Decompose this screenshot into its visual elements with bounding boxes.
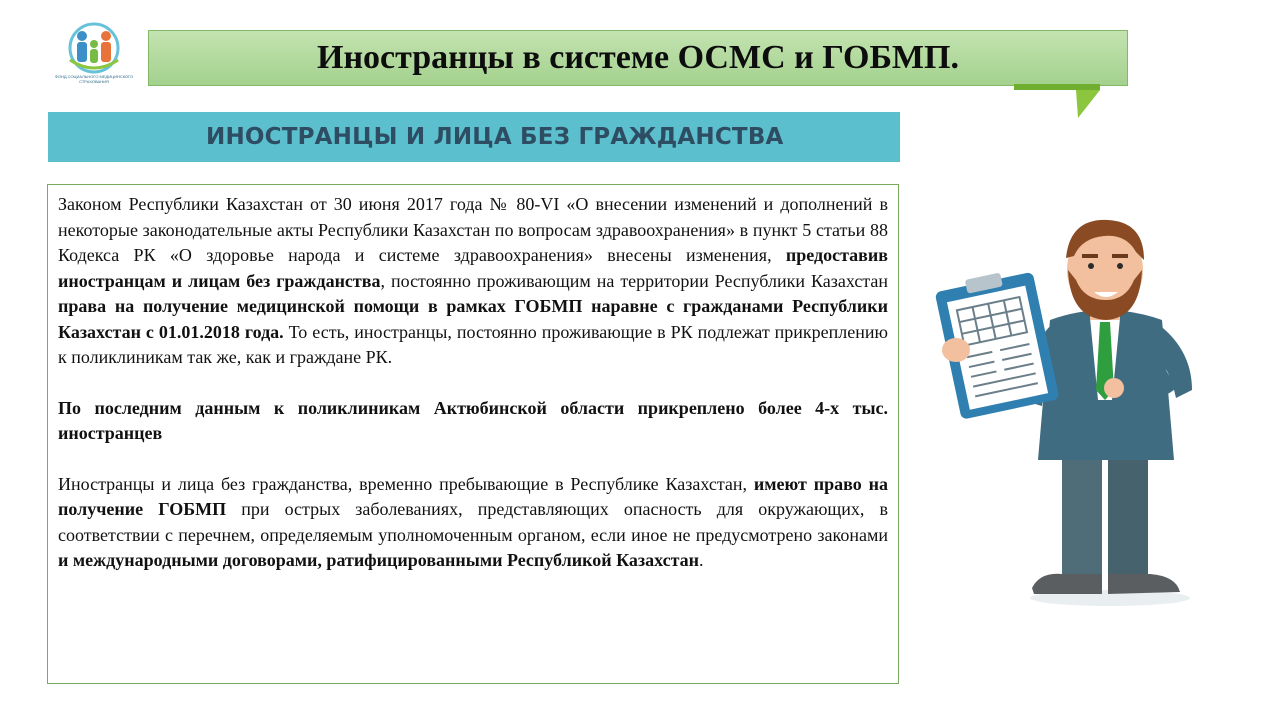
title-bar bbox=[148, 30, 1128, 86]
man-with-clipboard-illustration bbox=[930, 200, 1200, 610]
text-run: Законом Республики Казахстан от 30 июня 2017 года № 80-VI «О внесении изменений и дополнений в некоторые законодательные акты Республики Казахстан по вопросам здравоохранения» в пункт 5 статьи 88 Кодекса РК «О здоровье народа и системе здравоохранения» внесены изменения, bbox=[58, 194, 888, 265]
bold-run: и международными договорами, ратифицированными Республикой Казахстан bbox=[58, 550, 700, 570]
text-run: Иностранцы и лица без гражданства, временно пребывающие в Республике Казахстан, bbox=[58, 473, 754, 494]
text-run: при острых заболеваниях, представляющих опасность для окружающих, в соответствии с перечнем, определяемым уполномоченным органом, если иное не предусмотрено законами bbox=[58, 499, 888, 545]
bold-run: По последним данным к поликлиникам Актюбинской области прикреплено более 4-х тыс. иностранцев bbox=[58, 397, 888, 443]
text-run: , постоянно проживающим на территории Республики Казахстан bbox=[380, 270, 889, 291]
paragraph-statistics bbox=[58, 396, 888, 447]
bold-run: имеют право на получение ГОБМП bbox=[58, 473, 888, 519]
ribbon-icon bbox=[1014, 84, 1100, 120]
section-banner bbox=[48, 112, 900, 162]
bold-run: предоставив иностранцам и лицам без гражданства bbox=[58, 245, 888, 291]
paragraph-law bbox=[58, 192, 888, 371]
paragraph-temporary bbox=[58, 472, 888, 574]
logo-caption: ФОНД СОЦИАЛЬНОГО МЕДИЦИНСКОГО СТРАХОВАНИЯ bbox=[54, 74, 134, 84]
content-box bbox=[47, 184, 899, 684]
bold-run: права на получение медицинской помощи в рамках ГОБМП наравне с гражданами Республики Казахстан с 01.01.2018 года. bbox=[58, 296, 888, 342]
text-run: . bbox=[699, 550, 704, 570]
page-title: Иностранцы в системе ОСМС и ГОБМП. bbox=[317, 39, 959, 76]
text-run: То есть, иностранцы, постоянно проживающие в РК подлежат прикреплению к поликлиникам так же, как и граждане РК. bbox=[58, 321, 888, 367]
banner-text: ИНОСТРАНЦЫ И ЛИЦА БЕЗ ГРАЖДАНСТВА bbox=[206, 124, 784, 150]
